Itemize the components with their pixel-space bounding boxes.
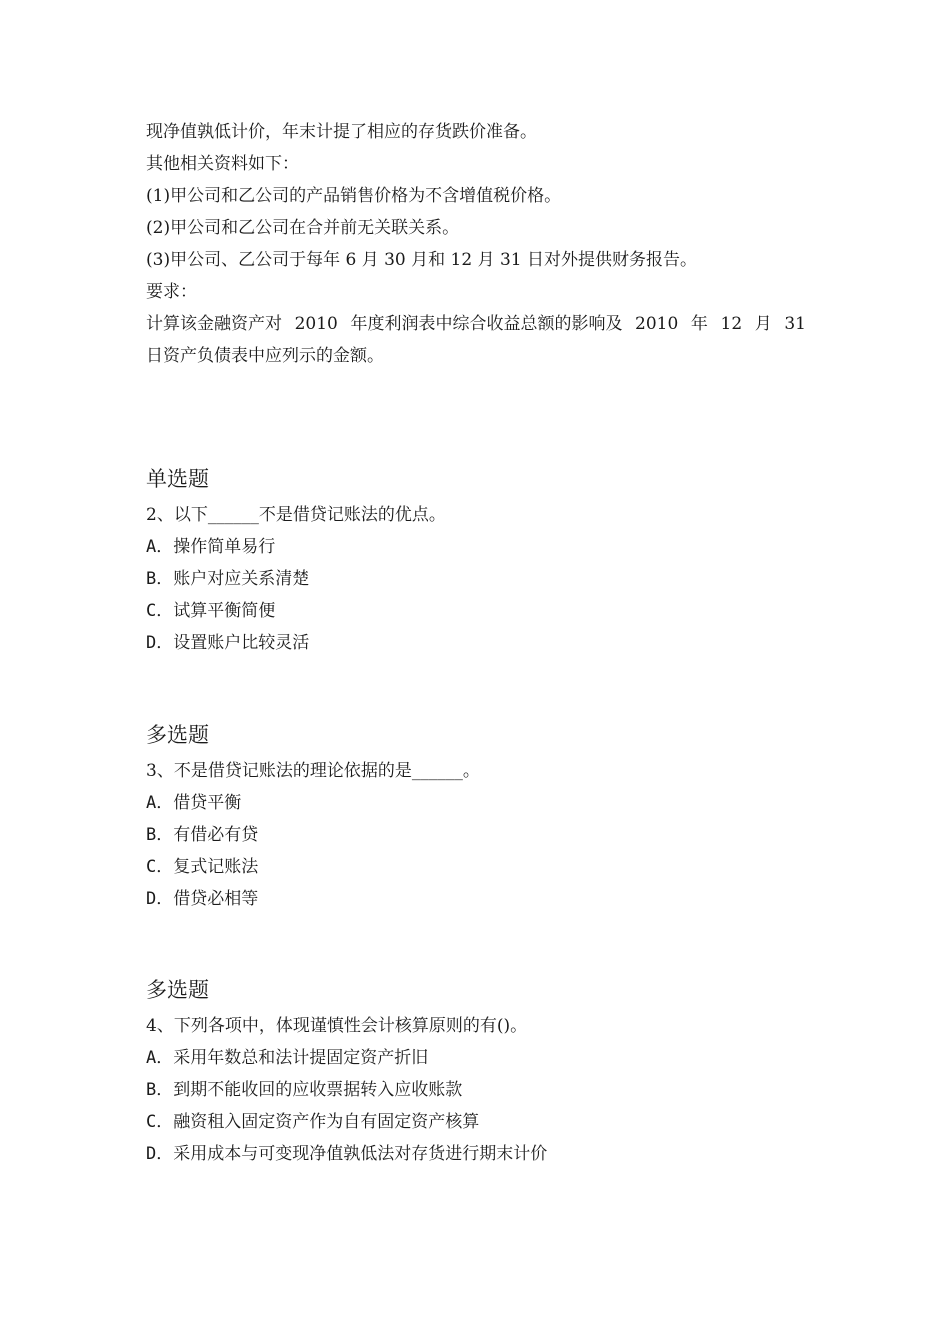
- question-option: [146, 600, 275, 622]
- question-type-heading: 多选题: [146, 723, 209, 747]
- intro-line-3: (1)甲公司和乙公司的产品销售价格为不含增值税价格。: [146, 186, 562, 206]
- intro-line-5: (3)甲公司、乙公司于每年 6 月 30 月和 12 月 31 日对外提供财务报告。: [146, 250, 698, 270]
- option-text: 借贷平衡: [173, 793, 242, 813]
- intro-line-6: 要求：: [146, 282, 197, 302]
- option-key: C．: [146, 857, 174, 877]
- question-type-heading: 单选题: [146, 467, 209, 491]
- intro-line-2: 其他相关资料如下：: [146, 154, 299, 174]
- question-stem: 4、下列各项中，体现谨慎性会计核算原则的有()。: [146, 1016, 528, 1036]
- question-option: [146, 1079, 462, 1101]
- question-option: [146, 888, 258, 910]
- intro-line-7-part: 12: [720, 314, 743, 334]
- question-stem: 3、不是借贷记账法的理论依据的是______。: [146, 761, 480, 781]
- option-key: D．: [146, 633, 174, 653]
- intro-line-7-part: 月: [754, 314, 772, 334]
- intro-line-7-part: 2010: [294, 314, 338, 334]
- option-text: 操作简单易行: [173, 537, 276, 557]
- option-text: 试算平衡简便: [173, 601, 276, 621]
- intro-line-7-part: 年度利润表中综合收益总额的影响及: [350, 314, 623, 334]
- option-text: 采用成本与可变现净值孰低法对存货进行期末计价: [173, 1144, 548, 1164]
- question-option: [146, 792, 241, 814]
- option-text: 有借必有贷: [173, 825, 259, 845]
- option-text: 复式记账法: [173, 857, 259, 877]
- option-key: A．: [146, 793, 174, 813]
- option-key: D．: [146, 889, 174, 909]
- option-key: C．: [146, 1112, 174, 1132]
- option-key: A．: [146, 1048, 174, 1068]
- intro-line-1: 现净值孰低计价，年末计提了相应的存货跌价准备。: [146, 122, 537, 142]
- question-option: [146, 1143, 547, 1165]
- intro-line-4: (2)甲公司和乙公司在合并前无关联关系。: [146, 218, 460, 238]
- option-key: B．: [146, 569, 174, 589]
- question-option: [146, 1047, 428, 1069]
- question-option: [146, 824, 258, 846]
- option-key: D．: [146, 1144, 174, 1164]
- question-type-heading: 多选题: [146, 978, 209, 1002]
- question-option: [146, 856, 258, 878]
- option-key: A．: [146, 537, 174, 557]
- option-text: 采用年数总和法计提固定资产折旧: [173, 1048, 429, 1068]
- intro-line-7-part: 31: [784, 314, 806, 334]
- option-text: 融资租入固定资产作为自有固定资产核算: [173, 1112, 480, 1132]
- option-key: B．: [146, 825, 174, 845]
- intro-line-7-part: 2010: [635, 314, 679, 334]
- intro-line-7-part: 计算该金融资产对: [146, 314, 282, 334]
- intro-line-7: [146, 313, 806, 335]
- question-option: [146, 1111, 479, 1133]
- intro-line-7-part: 年: [690, 314, 708, 334]
- option-text: 借贷必相等: [173, 889, 259, 909]
- option-key: B．: [146, 1080, 174, 1100]
- question-option: [146, 568, 309, 590]
- question-option: [146, 536, 275, 558]
- option-text: 账户对应关系清楚: [173, 569, 310, 589]
- intro-line-8: 日资产负债表中应列示的金额。: [146, 346, 384, 366]
- option-text: 到期不能收回的应收票据转入应收账款: [173, 1080, 463, 1100]
- question-stem: 2、以下______不是借贷记账法的优点。: [146, 505, 446, 525]
- question-option: [146, 632, 309, 654]
- option-text: 设置账户比较灵活: [173, 633, 310, 653]
- option-key: C．: [146, 601, 174, 621]
